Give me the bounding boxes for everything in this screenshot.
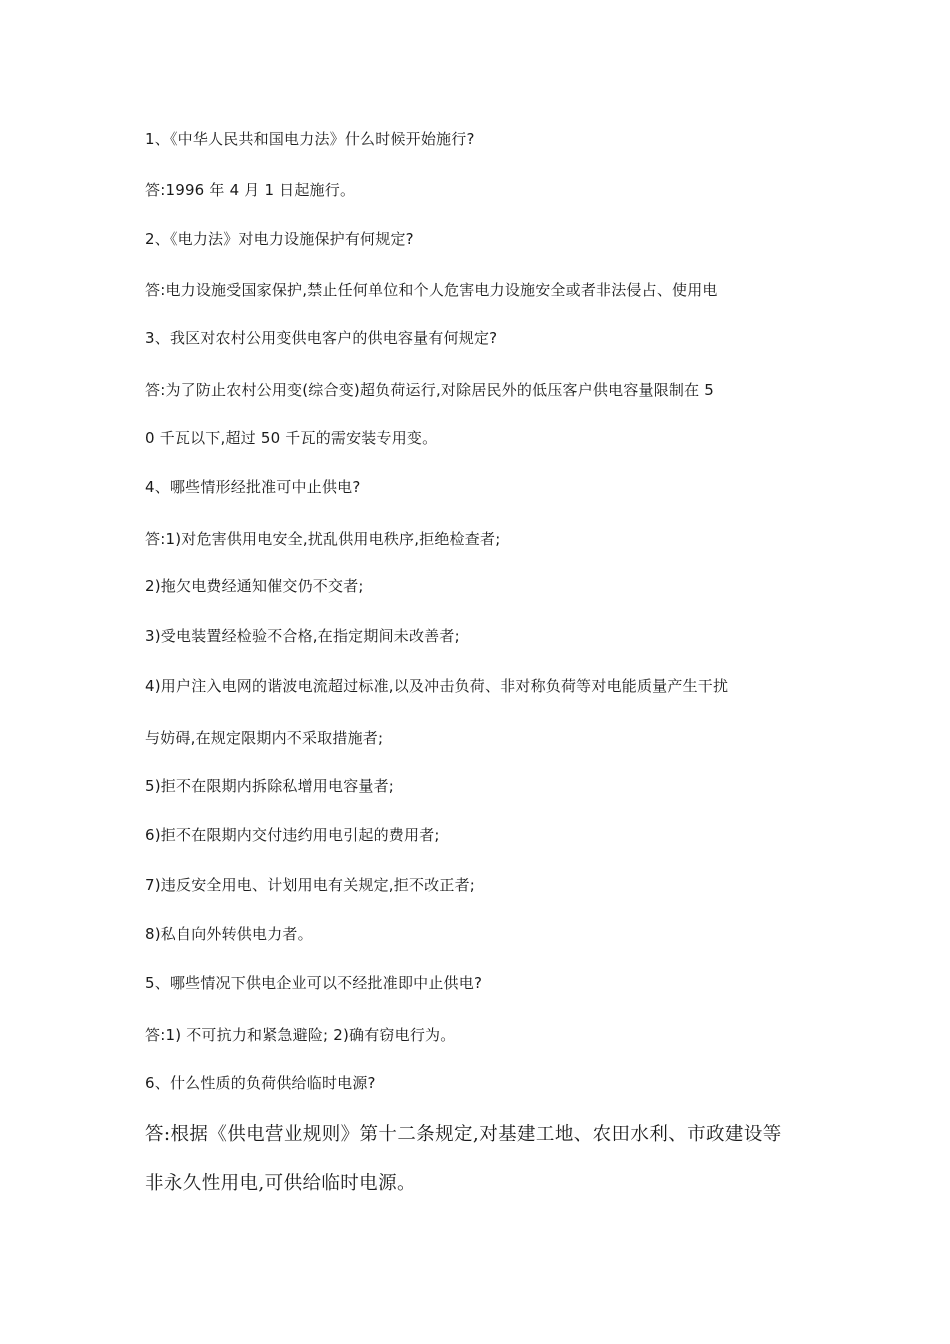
question-5: 5、哪些情况下供电企业可以不经批准即中止供电? — [145, 974, 483, 992]
answer-4-item-3: 3)受电装置经检验不合格,在指定期间未改善者; — [145, 627, 460, 645]
question-4: 4、哪些情形经批准可中止供电? — [145, 478, 361, 496]
question-2: 2、《电力法》对电力设施保护有何规定? — [145, 230, 414, 248]
answer-4-item-2: 2)拖欠电费经通知催交仍不交者; — [145, 577, 364, 595]
answer-4-item-1: 答:1)对危害供用电安全,扰乱供用电秩序,拒绝检查者; — [145, 530, 501, 548]
answer-4-item-8: 8)私自向外转供电力者。 — [145, 925, 313, 943]
answer-3-line-1: 答:为了防止农村公用变(综合变)超负荷运行,对除居民外的低压客户供电容量限制在 5 — [145, 381, 715, 399]
answer-4-item-5: 5)拒不在限期内拆除私增用电容量者; — [145, 777, 395, 795]
answer-6-line-2: 非永久性用电,可供给临时电源。 — [145, 1173, 416, 1194]
answer-5: 答:1) 不可抗力和紧急避险; 2)确有窃电行为。 — [145, 1026, 456, 1044]
answer-4-item-6: 6)拒不在限期内交付违约用电引起的费用者; — [145, 826, 440, 844]
answer-1: 答:1996 年 4 月 1 日起施行。 — [145, 181, 356, 199]
answer-2: 答:电力设施受国家保护,禁止任何单位和个人危害电力设施安全或者非法侵占、使用电 — [145, 281, 718, 299]
answer-4-item-4-line-2: 与妨碍,在规定限期内不采取措施者; — [145, 729, 384, 747]
answer-3-line-2: 0 千瓦以下,超过 50 千瓦的需安装专用变。 — [145, 429, 438, 447]
answer-4-item-4-line-1: 4)用户注入电网的谐波电流超过标准,以及冲击负荷、非对称负荷等对电能质量产生干扰 — [145, 677, 729, 695]
answer-6-line-1: 答:根据《供电营业规则》第十二条规定,对基建工地、农田水利、市政建设等 — [145, 1124, 782, 1145]
question-3: 3、我区对农村公用变供电客户的供电容量有何规定? — [145, 329, 498, 347]
question-1: 1、《中华人民共和国电力法》什么时候开始施行? — [145, 130, 475, 148]
answer-4-item-7: 7)违反安全用电、计划用电有关规定,拒不改正者; — [145, 876, 476, 894]
question-6: 6、什么性质的负荷供给临时电源? — [145, 1074, 376, 1092]
